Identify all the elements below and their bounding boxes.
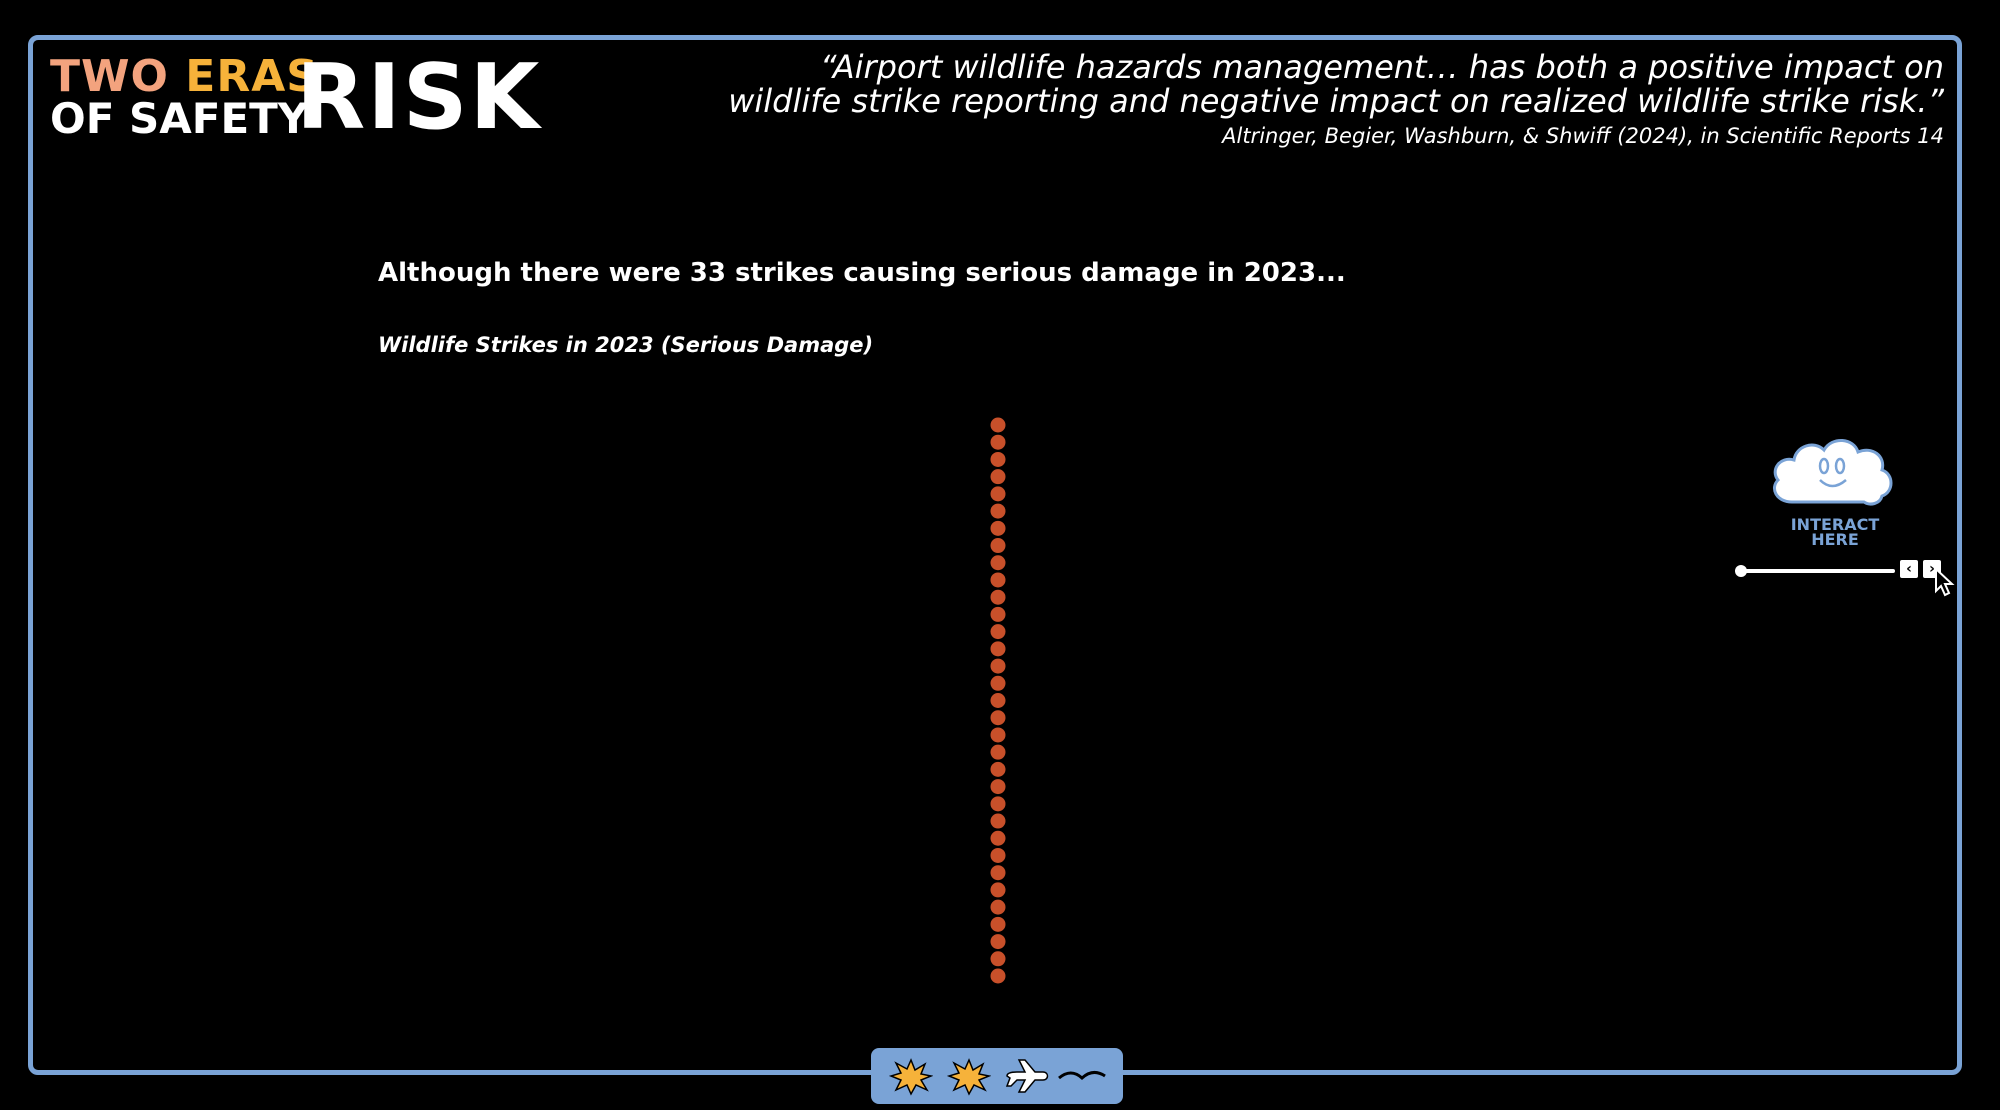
logo-eras: ERAS [185, 51, 319, 102]
bottom-navigation-bar[interactable] [871, 1048, 1123, 1104]
year-slider[interactable] [1735, 564, 1895, 578]
slider-track[interactable] [1741, 569, 1895, 573]
logo-two: TWO [50, 51, 169, 102]
interact-here-label: INTERACT HERE [1790, 515, 1880, 549]
logo-of-safety: OF SAFETY [50, 94, 309, 143]
dashboard-frame [28, 35, 1962, 1075]
airplane-icon[interactable] [1003, 1056, 1051, 1096]
bird-icon[interactable] [1057, 1056, 1107, 1096]
quote-text: “Airport wildlife hazards management… has both a positive impact on wildlife strike reporting and negative impact on realized wildlife strike risk.” [728, 48, 1944, 120]
slider-handle[interactable] [1735, 565, 1747, 577]
explosion-icon[interactable] [889, 1056, 933, 1096]
mouse-cursor-icon [1934, 567, 1956, 597]
next-button[interactable]: › [1923, 560, 1941, 578]
smiling-cloud-icon [1740, 420, 1930, 520]
previous-button[interactable]: ‹ [1900, 560, 1918, 578]
quote-citation: Altringer, Begier, Washburn, & Shwiff (2024), in Scientific Reports 14 [1222, 124, 1944, 148]
headline: Although there were 33 strikes causing serious damage in 2023... [378, 258, 1346, 288]
logo-risk: RISK [296, 45, 542, 150]
explosion-icon[interactable] [947, 1056, 991, 1096]
chart-title: Wildlife Strikes in 2023 (Serious Damage) [378, 333, 874, 357]
